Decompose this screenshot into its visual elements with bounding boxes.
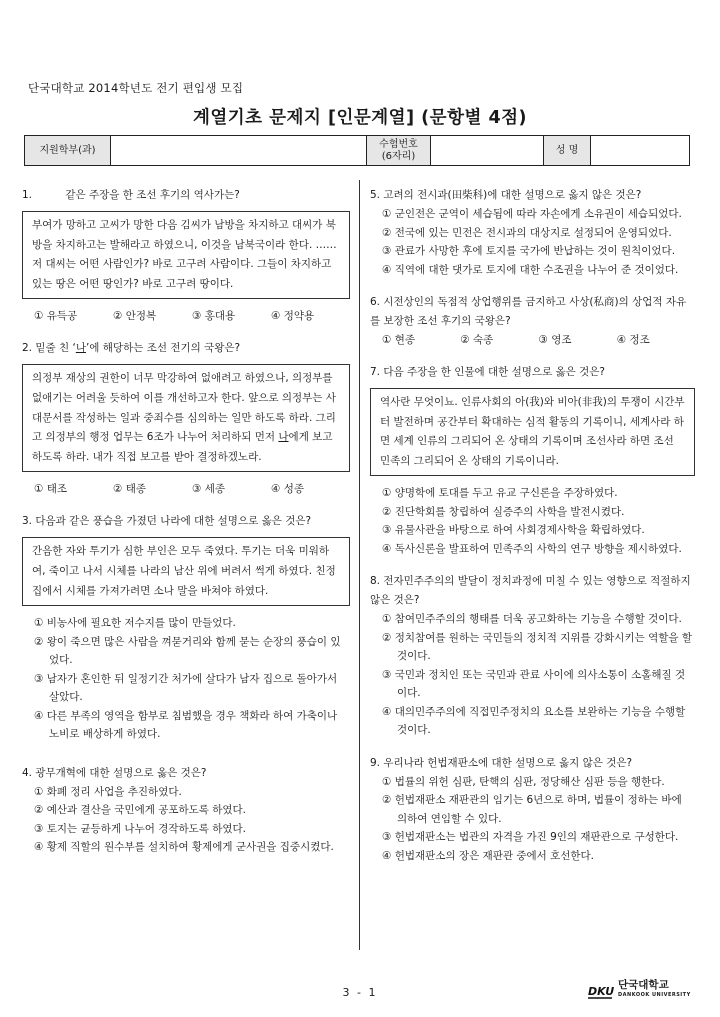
option-2[interactable]: ② 태종	[113, 483, 147, 496]
question-stem: 7. 다음 주장을 한 인물에 대한 설명으로 옳은 것은?	[370, 366, 606, 378]
option-2[interactable]: ② 왕이 죽으면 많은 사람을 껴묻거리와 함께 묻는 순장의 풍습이 있었다.	[34, 635, 341, 667]
option-3[interactable]: ③ 국민과 정치인 또는 국민과 관료 사이에 의사소통이 소홀해질 것이다.	[382, 668, 686, 700]
option-2[interactable]: ② 예산과 결산을 국민에게 공포하도록 하였다.	[34, 804, 247, 817]
exam-no-label-line2: (6자리)	[381, 150, 416, 162]
question-5	[370, 186, 695, 279]
exam-no-label-line1: 수험번호	[379, 138, 418, 150]
box-text: 의정부 재상의 권한이 너무 막강하여 없애려고 하였으나, 의정부를 없애기는 어려울 듯하여 이를 개선하고자 한다. 앞으로 의정부는 사대문서를 작성하는 일과 중죄수를 심의하는 일만 하도록 하라. 그리고 의정부의 행정 업무는 6조가 나누어 처리하되 먼저	[32, 372, 336, 444]
option-4[interactable]: ④ 성종	[271, 483, 305, 496]
exam-header-note: 단국대학교 2014학년도 전기 편입생 모집	[28, 81, 244, 95]
question-stem: 1. 같은 주장을 한 조선 후기의 역사가는?	[22, 189, 240, 201]
box-underlined: 나	[278, 431, 289, 444]
question-4	[22, 764, 350, 857]
name-field[interactable]	[591, 136, 689, 165]
option-1[interactable]: ① 유득공	[34, 310, 78, 323]
source-box: 부여가 망하고 고씨가 망한 다음 김씨가 남방을 차지하고 대씨가 북방을 차지하고는 발해라고 하였으니, 이것을 남북국이라 한다. …… 저 대씨는 어떤 사람인가? 바로 고구려 사람이다. 그들이 차지하고 있는 땅은 어떤 땅인가? 바로 고구려 땅이다.	[22, 211, 350, 299]
option-1[interactable]: ① 참여민주주의의 행태를 더욱 공고화하는 기능을 수행할 것이다.	[382, 613, 682, 626]
option-1[interactable]: ① 화폐 정리 사업을 추진하였다.	[34, 785, 182, 798]
source-box	[22, 364, 350, 472]
left-column	[22, 186, 350, 871]
option-4[interactable]: ④ 대의민주주의에 직접민주정치의 요소를 보완하는 기능을 수행할 것이다.	[382, 705, 686, 737]
option-4[interactable]: ④ 황제 직할의 원수부를 설치하여 황제에게 군사권을 집중시켰다.	[34, 841, 334, 854]
option-1[interactable]: ① 군인전은 군역이 세습됨에 따라 자손에게 소유권이 세습되었다.	[382, 208, 682, 220]
option-3[interactable]: ③ 영조	[538, 334, 572, 346]
page-number: 3 - 1	[342, 986, 378, 999]
option-2[interactable]: ② 진단학회를 창립하여 실증주의 사학을 발전시켰다.	[382, 505, 625, 518]
logo-korean: 단국대학교	[618, 979, 669, 991]
question-stem: 8. 전자민주주의의 발달이 정치과정에 미칠 수 있는 영향으로 적절하지 않은 것은?	[370, 575, 691, 607]
question-3	[22, 512, 350, 743]
option-4[interactable]: ④ 헌법재판소의 장은 재판관 중에서 호선한다.	[382, 849, 595, 862]
option-1[interactable]: ① 양명학에 토대를 두고 유교 구신론을 주장하였다.	[382, 487, 618, 500]
question-stem: 9. 우리나라 헌법재판소에 대한 설명으로 옳지 않은 것은?	[370, 756, 633, 769]
option-3[interactable]: ③ 관료가 사망한 후에 토지를 국가에 반납하는 것이 원칙이었다.	[382, 245, 676, 257]
answer-options	[22, 307, 350, 325]
question-7	[370, 363, 695, 558]
stem-underlined: 나	[75, 342, 86, 355]
dept-label: 지원학부(과)	[25, 136, 111, 165]
answer-options	[370, 484, 695, 558]
dku-logo-icon	[588, 980, 614, 1000]
logo-mark-text: DKU	[588, 985, 614, 998]
applicant-info-table	[24, 135, 690, 166]
answer-options	[22, 480, 350, 498]
option-3[interactable]: ③ 홍대용	[192, 310, 236, 323]
option-3[interactable]: ③ 남자가 혼인한 뒤 일정기간 처가에 살다가 남자 집으로 돌아가서 살았다.	[34, 672, 338, 704]
question-9	[370, 754, 695, 866]
option-2[interactable]: ② 정치참여를 원하는 국민들의 정치적 지위를 강화시키는 역할을 할 것이다.	[382, 631, 692, 663]
name-label: 성 명	[544, 136, 591, 165]
stem-text: 2. 밑줄 친 ‘	[22, 342, 76, 355]
question-stem: 4. 광무개혁에 대한 설명으로 옳은 것은?	[22, 766, 207, 779]
answer-options	[370, 773, 695, 866]
page-title: 계열기초 문제지 [인문계열] (문항별 4점)	[192, 108, 528, 128]
option-1[interactable]: ① 태조	[34, 483, 68, 496]
option-3[interactable]: ③ 토지는 균등하게 나누어 경작하도록 하였다.	[34, 822, 247, 835]
option-3[interactable]: ③ 유물사관을 바탕으로 하여 사회경제사학을 확립하였다.	[382, 524, 645, 537]
question-2	[22, 339, 350, 498]
logo-text	[618, 980, 691, 1000]
stem-text: ’에 해당하는 조선 전기의 국왕은?	[85, 342, 241, 355]
exam-no-label	[367, 136, 431, 165]
answer-options	[370, 331, 695, 349]
dept-field[interactable]	[111, 136, 367, 165]
question-stem	[22, 339, 350, 358]
option-3[interactable]: ③ 헌법재판소는 법관의 자격을 가진 9인의 재판관으로 구성한다.	[382, 831, 679, 844]
option-4[interactable]: ④ 독사신론을 발표하여 민족주의 사학의 연구 방향을 제시하였다.	[382, 542, 682, 555]
answer-options	[370, 205, 695, 279]
option-1[interactable]: ① 비농사에 필요한 저수지를 많이 만들었다.	[34, 617, 236, 630]
option-4[interactable]: ④ 직역에 대한 댓가로 토지에 대한 수조권을 나누어 준 것이었다.	[382, 263, 679, 276]
column-divider	[359, 180, 360, 950]
option-4[interactable]: ④ 정약용	[271, 310, 315, 323]
option-2[interactable]: ② 숙종	[460, 334, 494, 346]
university-logo	[588, 980, 691, 1000]
exam-no-field[interactable]	[431, 136, 544, 165]
option-1[interactable]: ① 현종	[382, 334, 416, 346]
source-box: 역사란 무엇이뇨. 인류사회의 아(我)와 비아(非我)의 투쟁이 시간부터 발전하며 공간부터 확대하는 심적 활동의 기록이니, 세계사라 하면 세계 인류의 그리되어 온 상태의 기록이며 조선사라 하면 조선 민족의 그리되어 온 상태의 기록이니라.	[370, 388, 695, 476]
option-2[interactable]: ② 전국에 있는 민전은 전시과의 대상지로 설정되어 운영되었다.	[382, 226, 672, 239]
option-1[interactable]: ① 법률의 위헌 심판, 탄핵의 심판, 정당해산 심판 등을 행한다.	[382, 775, 665, 788]
answer-options	[22, 614, 350, 744]
question-1	[22, 186, 350, 325]
question-6	[370, 293, 695, 349]
logo-english: DANKOOK UNIVERSITY	[618, 992, 691, 998]
option-4[interactable]: ④ 정조	[616, 334, 650, 346]
question-8	[370, 572, 695, 740]
option-2[interactable]: ② 헌법재판소 재판관의 임기는 6년으로 하며, 법률이 정하는 바에 의하여 연임할 수 있다.	[382, 794, 682, 825]
question-stem: 5. 고려의 전시과(田柴科)에 대한 설명으로 옳지 않은 것은?	[370, 189, 642, 201]
option-4[interactable]: ④ 다른 부족의 영역을 함부로 침범했을 경우 책화라 하여 가축이나 노비로 배상하게 하였다.	[34, 709, 338, 741]
right-column	[370, 186, 695, 879]
option-3[interactable]: ③ 세종	[192, 483, 226, 496]
option-2[interactable]: ② 안정복	[113, 310, 157, 323]
answer-options	[22, 783, 350, 857]
source-box: 간음한 자와 투기가 심한 부인은 모두 죽였다. 투기는 더욱 미워하여, 죽이고 나서 시체를 나라의 남산 위에 버려서 썩게 하였다. 친정집에서 시체를 가져가려면 소나 말을 바쳐야 하였다.	[22, 537, 350, 606]
question-stem: 6. 시전상인의 독점적 상업행위를 금지하고 사상(私商)의 상업적 자유를 보장한 조선 후기의 국왕은?	[370, 296, 687, 327]
answer-options	[370, 610, 695, 740]
box-text: 에게 보고하도록 하라. 내가 직접 보고를 받아 결정하겠노라.	[32, 431, 333, 463]
question-stem: 3. 다음과 같은 풍습을 가졌던 나라에 대한 설명으로 옳은 것은?	[22, 515, 312, 528]
